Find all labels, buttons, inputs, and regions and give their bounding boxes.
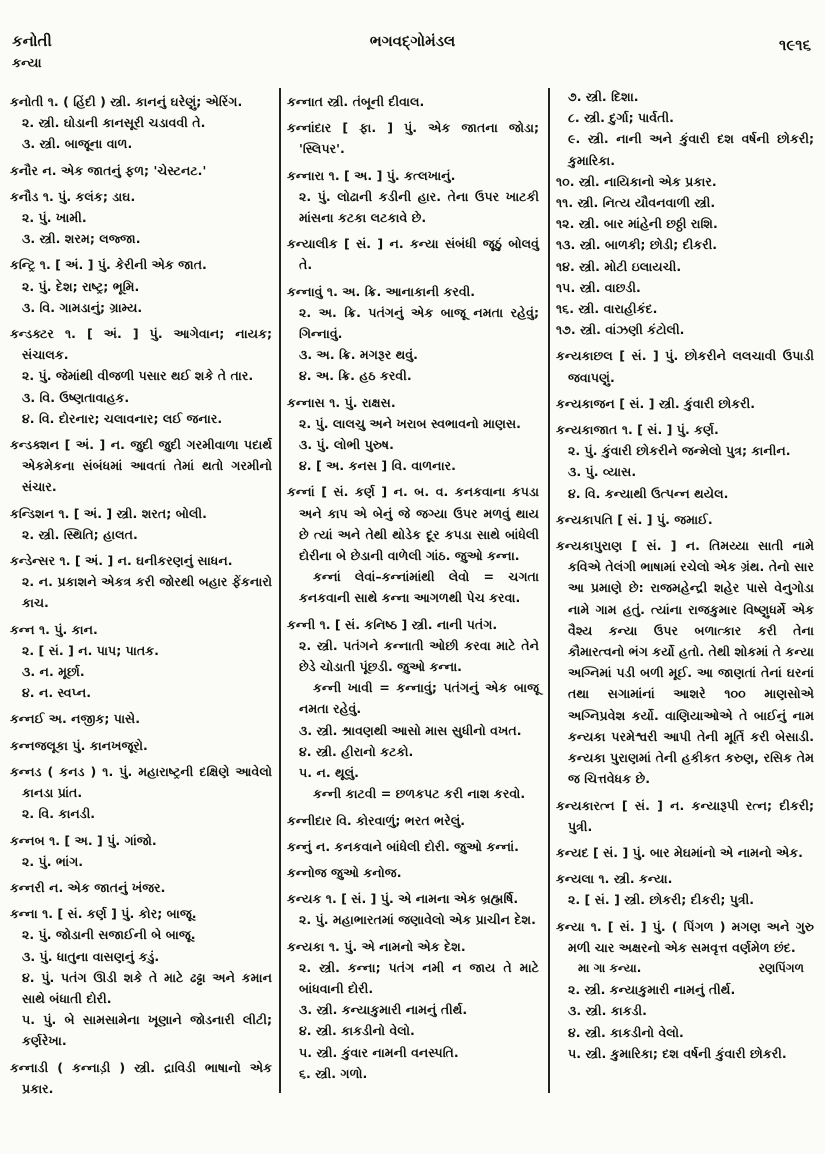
- headword: કન્યલા: [556, 871, 595, 887]
- definition: ૧. [ સં. ] પું. ( પિંગળ ) મગણ અને ગુરુ મળી ચાર અક્ષરનો એક સમવૃત્ત વર્ણમેળ છંદ.: [568, 918, 814, 955]
- dictionary-entry: [10, 254, 272, 275]
- sub-sense: ૩. સ્ત્રી. શ્રાવણથી આસો માસ સુધીનો વખત.: [299, 722, 522, 738]
- dictionary-entry: [287, 810, 539, 831]
- definition: ૧. [ અં. ] પું. આગેવાન; નાયક; સંચાલક.: [22, 326, 273, 363]
- definition: ૧. પું. રાક્ષસ.: [329, 394, 396, 410]
- headword: કન્યકાજાત: [556, 422, 618, 438]
- definition: ૧. ( હિંદી ) સ્ત્રી. કાનનું ઘરેણું; એરિંગ.: [47, 94, 243, 109]
- dictionary-entry: [287, 165, 539, 186]
- sub-sense: ૪. સ્ત્રી. કાકડીનો વેલો.: [299, 1023, 415, 1039]
- definition: [ ફા. ] પું. એક જાતના જોડા; 'સ્લિપર'.: [299, 120, 540, 157]
- definition: [ અં. ] ન. જુદી જુદી ગરમીવાળા પદાર્થ એકમેકના સંબંધમાં આવતાં તેમાં થતો ગરમીનો સંચાર.: [22, 437, 272, 495]
- definition: [ સં. ] પું. છોકરીને લલચાવી ઉપાડી જવાપણું.: [568, 348, 814, 385]
- dictionary-entry: [10, 761, 272, 803]
- sub-sense: ૮. સ્ત્રી. દુર્ગા; પાર્વતી.: [568, 110, 674, 126]
- sub-sense: ૪. અ. ક્રિ. હઠ કરવી.: [299, 368, 412, 384]
- headword: કન્યકાપુરાણ: [556, 538, 623, 554]
- sub-sense: ૧૦. સ્ત્રી. નાયિકાનો એક પ્રકાર.: [556, 173, 717, 189]
- sub-sense: ૨. પું. દેશ; રાષ્ટ્ર; ભૂમિ.: [22, 278, 140, 294]
- sub-sense: ૨. સ્ત્રી. ઘોડાની કાનસૂરી ચડાવવી તે.: [22, 115, 206, 131]
- definition: ૧. સ્ત્રી. કન્યા.: [598, 871, 673, 887]
- dictionary-entry: [10, 619, 272, 640]
- sub-sense: ૧૪. સ્ત્રી. મોટી ઇલાયચી.: [556, 258, 682, 274]
- idiom: કન્ની કાટવી = છળકપટ કરી નાશ કરવો.: [313, 786, 526, 802]
- dictionary-entry: [287, 233, 539, 275]
- headword: કન્યકારત્ન: [556, 797, 615, 813]
- headword: કન્યાલીક: [287, 236, 338, 252]
- definition: [ સં. ] ન. કન્યારૂપી રત્ન; દીકરી; પુત્રી.: [568, 797, 814, 834]
- headword: કન્નાત: [287, 94, 324, 109]
- definition: જુઓ કનોજ.: [331, 864, 402, 880]
- sub-sense: ૪. વિ. દોરનાર; ચલાવનાર; લઈ જનાર.: [22, 410, 223, 426]
- sub-sense: ૧૫. સ્ત્રી. વાછડી.: [556, 279, 641, 295]
- sub-sense: ૩. સ્ત્રી. કાકડી.: [568, 1003, 647, 1019]
- definition: [ સં. ] પું. બાર મેઘમાંનો એ નામનો એક.: [592, 844, 803, 860]
- sub-sense: ૨. પું. ખામી.: [22, 210, 87, 226]
- headword: કન્યક: [287, 891, 322, 907]
- sub-sense: ૩. સ્ત્રી. બાજૂના વાળ.: [22, 136, 133, 152]
- sub-sense: ૫. સ્ત્રી. કુમારિકા; દશ વર્ષની કુંવારી છોકરી.: [568, 1045, 787, 1061]
- sub-sense: ૩. સ્ત્રી. કન્યાકુમારી નામનું તીર્થ.: [299, 1002, 468, 1018]
- sub-sense: ૫. પું. બે સામસામેના ખૂણાને જોડનારી લીટી; કર્ણરેખા.: [22, 1012, 272, 1049]
- column-divider: [548, 88, 550, 1093]
- dictionary-entry: [556, 393, 814, 414]
- column-divider: [279, 88, 281, 1093]
- sub-sense: ૧૩. સ્ત્રી. બાળકી; છોડી; દીકરી.: [556, 237, 718, 253]
- headword: કન્નાં: [287, 484, 315, 500]
- guide-word-first: કનોતી: [12, 32, 52, 50]
- headword: કન્નીદાર: [287, 812, 332, 828]
- definition: ૧. પું. કાન.: [38, 621, 98, 637]
- headword: કન્યદ: [556, 844, 589, 860]
- dictionary-entry: [287, 481, 539, 566]
- sub-sense: ૨. [ સં. ] સ્ત્રી. છોકરી; દીકરી; પુત્રી.: [568, 892, 755, 908]
- definition: [ સં. ] પું. જમાઈ.: [617, 511, 713, 527]
- page-number: ૧૯૧૬: [779, 36, 811, 54]
- definition: ૧. પું. કલંક; ડાઘ.: [42, 188, 136, 204]
- headword: કન્નજલૂકા: [10, 737, 68, 753]
- sub-sense: ૨. પું. લાલચુ અને ખરાબ સ્વભાવનો માણસ.: [299, 415, 521, 431]
- sub-sense: ૨. ન. પ્રકાશને એકત્ર કરી જોરથી બહાર ફેંકનારો કાચ.: [22, 574, 272, 611]
- sub-sense: ૩. પું. લોભી પુરુષ.: [299, 437, 394, 453]
- sub-sense: ૩. વિ. ગામડાનું; ગ્રામ્ય.: [22, 299, 143, 315]
- definition: અ. નજીક; પાસે.: [48, 711, 141, 727]
- sub-sense: ૧૬. સ્ત્રી. વારાહીકંદ.: [556, 301, 658, 317]
- definition: ૧. [ અં. ] ન. ઘનીકરણનું સાધન.: [59, 553, 233, 569]
- sub-sense: ૪. વિ. કન્યાથી ઉત્પન્ન થયેલ.: [568, 485, 729, 501]
- dictionary-entry: [10, 550, 272, 571]
- idiom: કન્ની ખાવી = કન્નાવું; પતંગનું એક બાજૂ નમતા રહેવું.: [299, 680, 539, 717]
- definition: ( કનડ ) ૧. પું. મહારાષ્ટ્રની દક્ષિણે આવેલો કાનડા પ્રાંત.: [22, 763, 272, 801]
- definition: ૧. [ અં. ] પું. કેરીની એક જાત.: [39, 257, 207, 273]
- dictionary-entry: [556, 345, 814, 387]
- dictionary-entry: [10, 323, 272, 365]
- definition: સ્ત્રી. તંબૂની દીવાલ.: [327, 94, 425, 109]
- dictionary-entry: [10, 91, 272, 112]
- headword: કન્ડેન્સર: [10, 553, 56, 569]
- headword: કન્નરી: [10, 879, 45, 895]
- headword: કન્યકા: [287, 938, 325, 954]
- definition: [ સં. ] સ્ત્રી. કુંવારી છોકરી.: [619, 395, 756, 411]
- dictionary-entry: [287, 392, 539, 413]
- headword: કનૌર: [10, 162, 39, 178]
- idiom: કન્નાં લેવાં–કન્નાંમાંથી લેવો = ચગતા કનકવાની સાથે કન્ના આગળથી પેચ કરવા.: [299, 569, 539, 606]
- sub-sense: ૨. પું. ભાંગ.: [22, 853, 84, 869]
- dictionary-entry: [556, 795, 814, 837]
- sub-sense: ૨. અ. ક્રિ. પતંગનું એક બાજૂ નમતા રહેવું; ગિન્નાવું.: [299, 304, 539, 342]
- sub-sense: ૪. સ્ત્રી. હીરાનો કટકો.: [299, 743, 414, 759]
- definition: [ સં. કર્ણ ] ન. બ. વ. કનકવાના કપડા અને કાપ એ બેનું જે જગ્યા ઉપર મળવું થાય છે ત્યાં અને તેથી થોડેક દૂર કપડા સાથે બાંધેલી દોરીના બે છેડાની વાળેલી ગાંઠ. જુઓ કન્ના.: [299, 484, 539, 564]
- headword: કન્યા: [556, 918, 585, 934]
- dictionary-entry: [287, 614, 539, 635]
- headword: કન્ન: [10, 621, 35, 637]
- guide-word-last: કન્યા: [12, 56, 42, 71]
- dictionary-entry: [10, 708, 272, 729]
- definition: વિ. કોરવાળું; ભરત ભરેલું.: [336, 812, 466, 828]
- headword: કન્યકાપતિ: [556, 511, 613, 527]
- sub-sense: ૨. [ સં. ] ન. પાપ; પાતક.: [22, 642, 159, 658]
- definition: ન. એક જાતનું ખંજર.: [49, 879, 166, 895]
- headword: કન્નું: [287, 838, 312, 854]
- sub-sense: ૨. સ્ત્રી. સ્થિતિ; હાલત.: [22, 526, 138, 542]
- dictionary-entry: [287, 836, 539, 857]
- headword: કન્ડક્શન: [10, 437, 60, 453]
- headword: કન્નાડી: [10, 1059, 49, 1075]
- dictionary-entry: [556, 916, 814, 958]
- definition: ૧. અ. ક્રિ. આનાકાની કરવી.: [326, 283, 476, 299]
- dictionary-entry: [287, 281, 539, 302]
- dictionary-entry: [287, 862, 539, 883]
- headword: કન્ડિશન: [10, 505, 55, 521]
- sub-sense: ૭. સ્ત્રી. દિશા.: [568, 89, 639, 104]
- sub-sense: ૪. [ અ. કનસ ] વિ. વાળનાર.: [299, 458, 456, 474]
- dictionary-entry: [556, 842, 814, 863]
- sub-sense: ૪. ન. સ્વપ્ન.: [22, 685, 92, 701]
- definition: ન. કનકવાને બાંધેલી દોરી. જુઓ કન્નાં.: [315, 838, 519, 854]
- sub-sense: ૫. ન. થૂલું.: [299, 765, 359, 781]
- definition: ૧. [ અ. ] પું. ગાંજો.: [49, 832, 157, 848]
- definition: [ સં. ] ન. તિમય્યા સાતી નામે કવિએ તેલંગી ભાષામાં રચેલો એક ગ્રંથ. તેનો સાર આ પ્રમાણે છે: રાજમહેન્દ્રી શહેર પાસે વેનુગોડા નામે ગામ હતું. ત્યાંના રાજકુમાર વિષ્ણુધર્મે એક વૈશ્ય કન્યા ઉપર બળાત્કાર કરી તેના કૌમારત્વનો ભંગ કર્યો હતો. તેથી શોકમાં તે કન્યા અગ્નિમાં પડી બળી મૂઈ. આ જાણતાં તેનાં ઘરનાં તથા સગામાંનાં આશરે ૧૦૦ માણસોએ અગ્નિપ્રવેશ કર્યો. વાણિયાઓએ તે બાઈનું નામ કન્યકા પરમેશ્વરી આપી તેની મૂર્તિ કરી બેસાડી. કન્યકા પુરાણમાં તેની હકીકત કરુણ, રસિક તેમ જ ચિત્તવેધક છે.: [568, 538, 814, 787]
- sub-sense: ૩. સ્ત્રી. શરમ; લજ્જા.: [22, 231, 141, 247]
- dictionary-column-1: [10, 86, 272, 1099]
- dictionary-entry: [556, 509, 814, 530]
- sub-sense: ૩. પું. ધાતુના વાસણનું કડું.: [22, 948, 160, 964]
- sub-sense: ૯. સ્ત્રી. નાની અને કુંવારી દશ વર્ષની છોકરી; કુમારિકા.: [568, 131, 814, 168]
- headword: કનૌડ: [10, 188, 39, 204]
- dictionary-column-3: [556, 86, 814, 1064]
- sub-sense: ૨. પું. કુંવારી છોકરીને જન્મેલો પુત્ર; કાનીન.: [568, 443, 791, 459]
- definition: ૧. [ સં. ] પું. એ નામના એક બ્રહ્મર્ષિ.: [325, 891, 519, 907]
- definition: ૧. [ સં. કર્ણ ] પું. કોર; બાજૂ.: [42, 906, 197, 922]
- dictionary-entry: [556, 419, 814, 440]
- headword: કન્યકાજન: [556, 395, 615, 411]
- dictionary-entry: [10, 503, 272, 524]
- sub-sense: ૫. સ્ત્રી. કુંવાર નામની વનસ્પતિ.: [299, 1044, 459, 1060]
- headword: કન્ની: [287, 616, 316, 632]
- dictionary-entry: [10, 877, 272, 898]
- headword: કન્નઈ: [10, 711, 45, 727]
- sub-sense: ૨. વિ. કાનડી.: [22, 806, 96, 822]
- headword: કન્નોજ: [287, 864, 327, 880]
- dictionary-entry: [287, 936, 539, 957]
- definition: ૧. [ અ. ] પું. કત્લખાનું.: [328, 167, 456, 183]
- headword: કનોતી: [10, 94, 44, 109]
- definition: ( કન્નાડ઼ી ) સ્ત્રી. દ્રાવિડી ભાષાનો એક પ્રકાર.: [22, 1059, 272, 1096]
- sub-sense: ૨. સ્ત્રી. પતંગને કન્નાતી ઓછી કરવા માટે તેને છેડે ચોડાતી પૂંછડી. જુઓ કન્ના.: [299, 637, 539, 675]
- dictionary-entry: [287, 888, 539, 909]
- sub-sense: ૩. અ. ક્રિ. મગરૂર થવું.: [299, 347, 418, 363]
- dictionary-entry: [556, 868, 814, 889]
- definition: ૧. પું. એ નામનો એક દેશ.: [328, 938, 466, 954]
- headword: કન્ના: [10, 906, 38, 922]
- headword: કન્ટ્રિ: [10, 257, 36, 273]
- dictionary-entry: [10, 186, 272, 207]
- citation-source: રણપિંગળ: [758, 960, 804, 975]
- headword: કન્નાવું: [287, 283, 323, 299]
- definition: પું. કાનખજૂરો.: [72, 737, 148, 753]
- sub-sense: ૪. સ્ત્રી. કાકડીનો વેલો.: [568, 1024, 684, 1040]
- headword: કન્નાસ: [287, 394, 325, 410]
- page-title: ભગવદ્ગોમંડલ: [369, 32, 456, 50]
- dictionary-entry: [287, 91, 539, 112]
- definition: [ સં. ] ન. કન્યા સંબંધી જૂઠું બોલવું તે.: [299, 236, 539, 273]
- dictionary-entry: [10, 160, 272, 181]
- sub-sense: ૩. વિ. ઉષ્ણતાવાહક.: [22, 389, 130, 405]
- sub-sense: ૨. પું. લોઢાની કડીની હાર. તેના ઉપર ખાટકી માંસના કટકા લટકાવે છે.: [299, 188, 539, 226]
- sub-sense: ૩. ન. મૂર્છા.: [22, 664, 85, 680]
- dictionary-entry: [10, 830, 272, 851]
- definition: ૧. [ અં. ] સ્ત્રી. શરત; બોલી.: [58, 505, 207, 521]
- definition: ૧. [ સં. ] પું. કર્ણ.: [621, 422, 719, 438]
- headword: કન્નાંદાર: [287, 120, 332, 136]
- headword: કન્યકાછલ: [556, 348, 613, 364]
- dictionary-entry: [556, 535, 814, 789]
- sub-sense: ૧૭. સ્ત્રી. વાંઝણી કંટોલી.: [556, 322, 685, 338]
- dictionary-entry: [10, 903, 272, 924]
- definition: ૧. [ સં. કનિષ્ઠ ] સ્ત્રી. નાની પતંગ.: [319, 616, 498, 632]
- sub-sense: ૬. સ્ત્રી. ગળો.: [299, 1065, 368, 1081]
- sub-sense: ૨. સ્ત્રી. કન્ના; પતંગ નમી ન જાય તે માટે બાંધવાની દોરી.: [299, 959, 539, 996]
- headword: કન્નારા: [287, 167, 325, 183]
- headword: કન્નડ: [10, 763, 42, 779]
- sub-sense: ૨. પું. મહાભારતમાં જણાવેલો એક પ્રાચીન દેશ.: [299, 912, 536, 928]
- sub-sense: ૩. પું. વ્યાસ.: [568, 464, 637, 480]
- sub-sense: ૧૧. સ્ત્રી. નિત્ય યૌવનવાળી સ્ત્રી.: [556, 195, 716, 211]
- headword: કન્ડક્ટર: [10, 326, 54, 342]
- dictionary-entry: [287, 117, 539, 159]
- sub-sense: ૧૨. સ્ત્રી. બાર માંહેની છઠ્ઠી રાશિ.: [556, 216, 718, 232]
- definition: ન. એક જાતનું ફળ; 'ચેસ્ટનટ.': [42, 162, 207, 178]
- sub-sense: ૨. સ્ત્રી. કન્યાકુમારી નામનું તીર્થ.: [568, 982, 736, 998]
- citation: [556, 958, 814, 979]
- dictionary-entry: [10, 434, 272, 498]
- citation-text: મા ગા કન્યા.: [578, 960, 642, 975]
- sub-sense: ૨. પું. જોડાની સજાઈની બે બાજૂ.: [22, 927, 196, 943]
- headword: કન્નબ: [10, 832, 45, 848]
- dictionary-entry: [10, 1057, 272, 1099]
- sub-sense: ૪. પું. પતંગ ઊડી શકે તે માટે ઢઢ્ઢા અને કમાન સાથે બંધાતી દોરી.: [22, 969, 272, 1006]
- dictionary-column-2: [287, 86, 539, 1084]
- dictionary-entry: [10, 735, 272, 756]
- sub-sense: ૨. પું. જેમાંથી વીજળી પસાર થઈ શકે તે તાર.: [22, 368, 254, 384]
